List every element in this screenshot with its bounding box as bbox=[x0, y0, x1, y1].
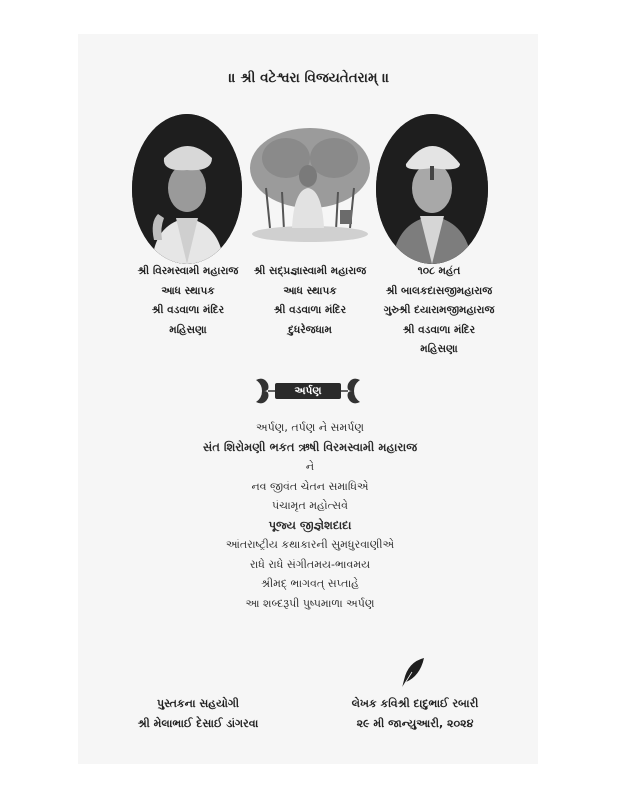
caption-line: શ્રી વડવાળા મંદિર bbox=[402, 323, 476, 336]
footer-author bbox=[330, 694, 500, 734]
caption-right bbox=[364, 262, 514, 360]
dedication-line: ને bbox=[305, 460, 315, 473]
dedication-line: અર્પણ, તર્પણ ને સમર્પણ bbox=[256, 421, 364, 434]
caption-line: મહિસણા bbox=[169, 323, 207, 336]
caption-line: શ્રી વડવાળા મંદિર bbox=[151, 304, 225, 316]
dedication-line: પૂજ્ય જીજ્ઞેશદાદા bbox=[268, 517, 352, 532]
saint-under-tree-icon bbox=[246, 118, 374, 248]
caption-line: આધ સ્થાપક bbox=[283, 284, 337, 297]
caption-left bbox=[118, 262, 258, 340]
dedication-line: આંતરાષ્ટ્રીય કથાકારની સુમધુરવાણીએ bbox=[225, 538, 395, 551]
caption-line: મહિસણા bbox=[420, 343, 458, 355]
quill-pen-icon bbox=[398, 656, 426, 690]
caption-line: દુધરેજધામ bbox=[288, 323, 332, 336]
saint-portrait-icon bbox=[132, 114, 242, 264]
dedication-line: પંચામૃત મહોત્સવે bbox=[272, 499, 348, 512]
dedication-line: શ્રીમદ્ ભાગવત્ સપ્તાહે bbox=[261, 577, 359, 590]
footer-sponsor bbox=[118, 694, 278, 734]
footer-line: ૨૯ મી જાન્યુઆરી, ૨૦૨૪ bbox=[356, 717, 474, 730]
caption-line: ગુરુશ્રી દયારામજીમહારાજ bbox=[383, 304, 495, 316]
caption-line: શ્રી વિરમસ્વામી મહારાજ bbox=[137, 265, 239, 277]
dedication-line: નવ જીવંત ચેતન સમાધિએ bbox=[251, 479, 369, 493]
dedication-line: રાધે રાધે સંગીતમય-ભાવમય bbox=[249, 557, 371, 571]
caption-line: શ્રી સદ્પ્રજ્ઞાસ્વામી મહારાજ bbox=[253, 265, 367, 277]
caption-line: ૧૦૮ મહંત bbox=[417, 265, 461, 277]
dedication-line: સંત શિરોમણી ભકત ઋષી વિરમસ્વામી મહારાજ bbox=[202, 439, 418, 454]
dedication-block bbox=[120, 418, 500, 613]
page-title: ॥ શ્રી વટેશ્વરા વિજયતેતરામ્ ॥ bbox=[228, 70, 390, 86]
caption-center bbox=[240, 262, 380, 340]
banner-label: અર્પણ bbox=[275, 383, 341, 399]
caption-line: શ્રી વડવાળા મંદિર bbox=[273, 304, 347, 316]
footer-line: લેખક કવિશ્રી દાદુભાઈ રબારી bbox=[351, 697, 479, 710]
mahant-portrait-icon bbox=[376, 114, 488, 264]
scroll-banner-icon bbox=[252, 376, 364, 406]
caption-line: શ્રી બાલકદાસજીમહારાજ bbox=[385, 284, 493, 297]
footer-line: પુસ્તકના સહયોગી bbox=[156, 697, 240, 710]
footer-line: શ્રી મેલાભાઈ દેસાઈ ડાંગરવા bbox=[137, 717, 259, 730]
caption-line: આધ સ્થાપક bbox=[161, 284, 215, 297]
dedication-line: આ શબ્દરૂપી પુષ્પમાળા અર્પણ bbox=[245, 596, 375, 610]
